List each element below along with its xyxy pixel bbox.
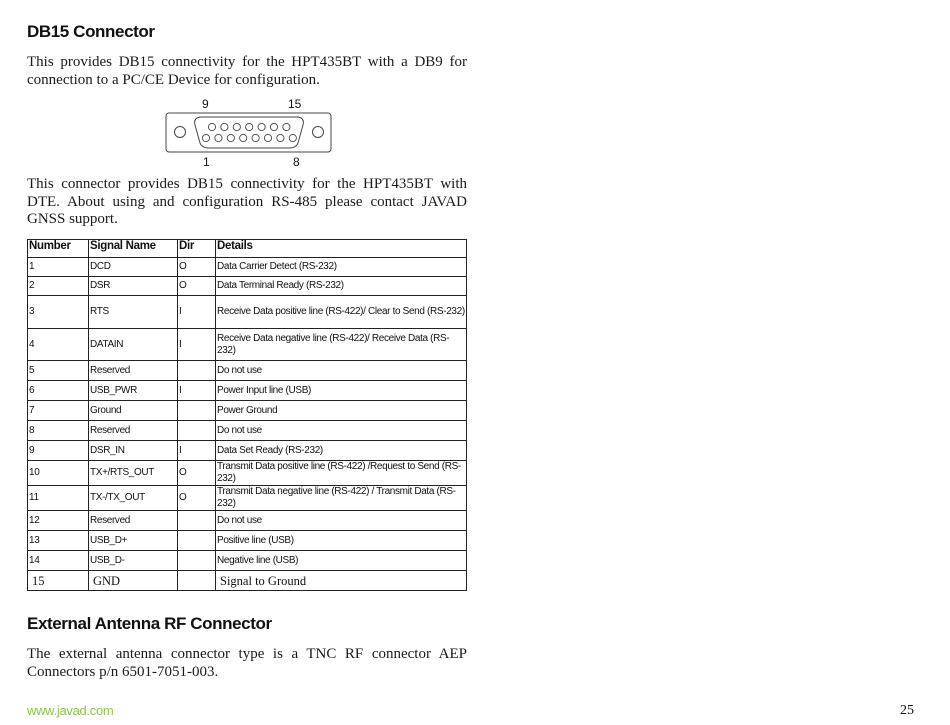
table-row	[28, 461, 467, 486]
cell-number: 13	[28, 531, 89, 551]
cell-dir	[178, 531, 216, 551]
cell-dir: I	[178, 441, 216, 461]
footer-url-link[interactable]: www.javad.com	[27, 703, 114, 718]
cell-signal-name: USB_PWR	[89, 381, 178, 401]
cell-number: 14	[28, 551, 89, 571]
cell-signal-name: DATAIN	[89, 329, 178, 361]
cell-dir	[178, 361, 216, 381]
header-number: Number	[28, 240, 89, 258]
table-row	[28, 571, 467, 591]
connector-pin	[283, 123, 290, 130]
cell-dir: O	[178, 461, 216, 486]
connector-pin	[258, 123, 265, 130]
cell-dir	[178, 421, 216, 441]
table-row	[28, 531, 467, 551]
cell-details: Do not use	[216, 421, 467, 441]
connector-pin	[289, 134, 296, 141]
cell-signal-name: TX-/TX_OUT	[89, 486, 178, 511]
cell-number: 2	[28, 277, 89, 296]
cell-signal-name: DSR	[89, 277, 178, 296]
cell-dir: I	[178, 296, 216, 329]
db15-connector-diagram	[165, 112, 333, 154]
cell-details: Positive line (USB)	[216, 531, 467, 551]
cell-details: Data Set Ready (RS-232)	[216, 441, 467, 461]
cell-details: Transmit Data positive line (RS-422) /Request to Send (RS-232)	[216, 461, 467, 486]
connector-pin	[270, 123, 277, 130]
table-row	[28, 329, 467, 361]
connector-pin	[202, 134, 209, 141]
pin-label-15: 15	[288, 97, 302, 111]
cell-number: 8	[28, 421, 89, 441]
connector-pin	[227, 134, 234, 141]
cell-number: 12	[28, 511, 89, 531]
table-row	[28, 258, 467, 277]
cell-details: Negative line (USB)	[216, 551, 467, 571]
cell-signal-name: GND	[89, 571, 178, 591]
connector-pin	[252, 134, 259, 141]
table-row	[28, 277, 467, 296]
cell-dir	[178, 401, 216, 421]
pin-label-9: 9	[202, 97, 209, 111]
cell-dir: I	[178, 329, 216, 361]
cell-signal-name: DSR_IN	[89, 441, 178, 461]
table-row	[28, 401, 467, 421]
signal-table	[27, 239, 467, 591]
cell-signal-name: Reserved	[89, 361, 178, 381]
cell-signal-name: DCD	[89, 258, 178, 277]
cell-dir: I	[178, 381, 216, 401]
cell-number: 7	[28, 401, 89, 421]
cell-number: 9	[28, 441, 89, 461]
cell-signal-name: TX+/RTS_OUT	[89, 461, 178, 486]
cell-details: Power Input line (USB)	[216, 381, 467, 401]
pin-label-1: 1	[203, 155, 210, 169]
section-title-db15: DB15 Connector	[27, 22, 155, 41]
connector-pin	[221, 123, 228, 130]
intro-paragraph: This provides DB15 connectivity for the HPT435BT with a DB9 for connection to a PC/CE Device for configuration.	[27, 54, 467, 88]
cell-signal-name: RTS	[89, 296, 178, 329]
connector-pin	[264, 134, 271, 141]
cell-details: Do not use	[216, 511, 467, 531]
cell-number: 5	[28, 361, 89, 381]
connector-pin	[277, 134, 284, 141]
cell-details: Signal to Ground	[216, 571, 467, 591]
cell-signal-name: Reserved	[89, 511, 178, 531]
table-row	[28, 421, 467, 441]
cell-number: 6	[28, 381, 89, 401]
cell-number: 3	[28, 296, 89, 329]
table-row	[28, 296, 467, 329]
page-number: 25	[900, 703, 914, 718]
cell-details: Data Carrier Detect (RS-232)	[216, 258, 467, 277]
table-row	[28, 511, 467, 531]
connector-pin	[208, 123, 215, 130]
cell-dir: O	[178, 486, 216, 511]
cell-details: Receive Data negative line (RS-422)/ Receive Data (RS-232)	[216, 329, 467, 361]
header-details: Details	[216, 240, 467, 258]
cell-dir: O	[178, 258, 216, 277]
cell-number: 15	[28, 571, 89, 591]
table-row	[28, 486, 467, 511]
table-row	[28, 551, 467, 571]
cell-dir	[178, 571, 216, 591]
cell-dir	[178, 551, 216, 571]
table-row	[28, 381, 467, 401]
cell-dir: O	[178, 277, 216, 296]
header-signal-name: Signal Name	[89, 240, 178, 258]
cell-signal-name: USB_D+	[89, 531, 178, 551]
table-header-row	[28, 240, 467, 258]
cell-signal-name: USB_D-	[89, 551, 178, 571]
cell-details: Receive Data positive line (RS-422)/ Clear to Send (RS-232)	[216, 296, 467, 329]
cell-number: 4	[28, 329, 89, 361]
header-dir: Dir	[178, 240, 216, 258]
description-paragraph: This connector provides DB15 connectivity for the HPT435BT with DTE. About using and configuration RS-485 please contact JAVAD GNSS support.	[27, 176, 467, 227]
connector-pin	[240, 134, 247, 141]
cell-details: Power Ground	[216, 401, 467, 421]
connector-pin	[246, 123, 253, 130]
cell-details: Transmit Data negative line (RS-422) / Transmit Data (RS-232)	[216, 486, 467, 511]
cell-dir	[178, 511, 216, 531]
cell-details: Data Terminal Ready (RS-232)	[216, 277, 467, 296]
cell-details: Do not use	[216, 361, 467, 381]
connector-pin	[215, 134, 222, 141]
connector-pin	[233, 123, 240, 130]
table-row	[28, 441, 467, 461]
cell-number: 11	[28, 486, 89, 511]
antenna-paragraph: The external antenna connector type is a TNC RF connector AEP Connectors p/n 6501-7051-003.	[27, 646, 467, 680]
cell-signal-name: Reserved	[89, 421, 178, 441]
pin-label-8: 8	[293, 155, 300, 169]
cell-number: 10	[28, 461, 89, 486]
table-row	[28, 361, 467, 381]
section-title-antenna: External Antenna RF Connector	[27, 614, 272, 633]
cell-number: 1	[28, 258, 89, 277]
cell-signal-name: Ground	[89, 401, 178, 421]
